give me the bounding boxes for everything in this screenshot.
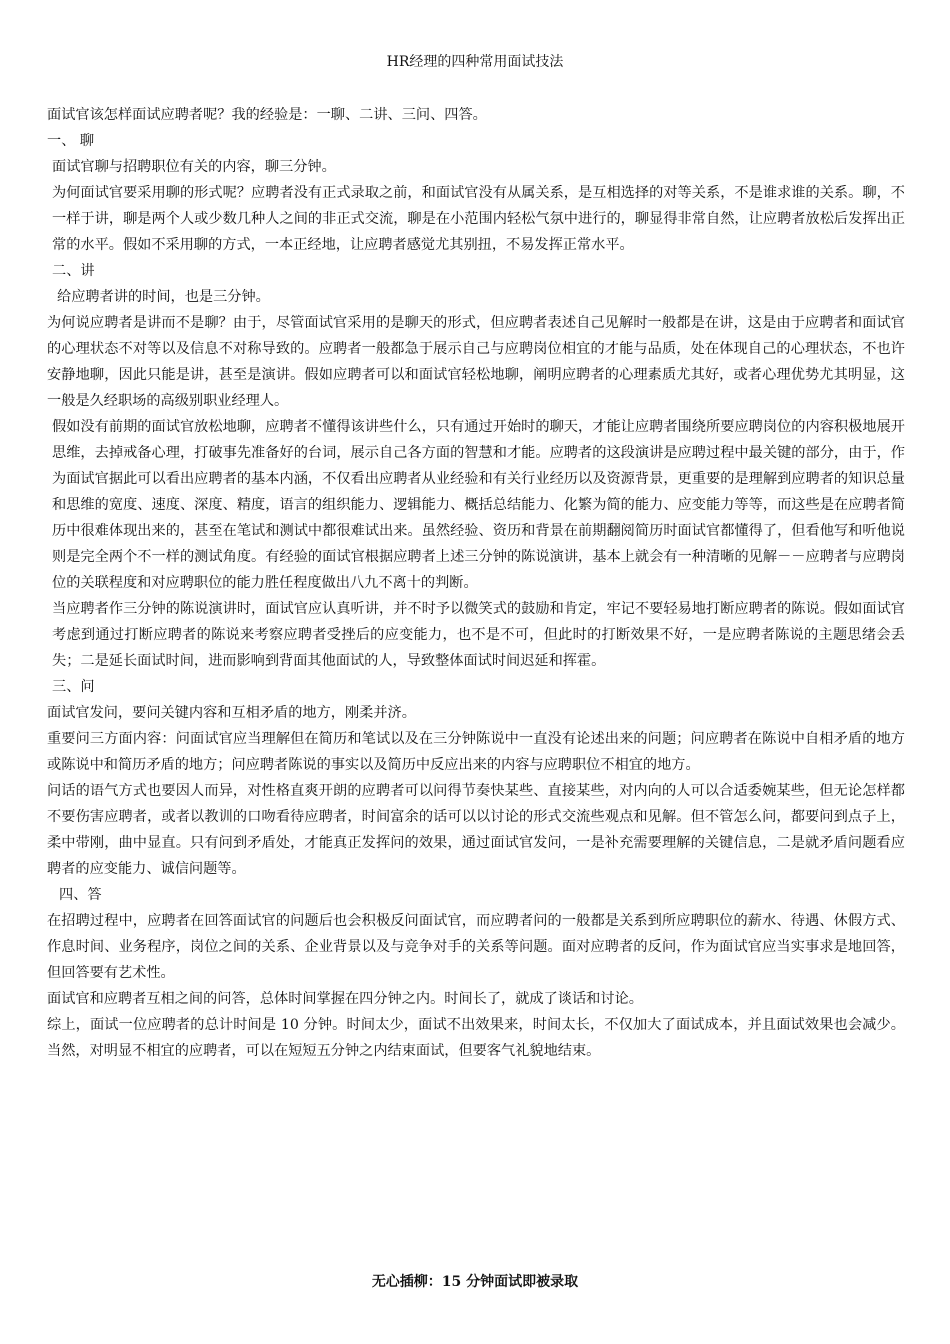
ask-summary-paragraph: 面试官发问，要问关键内容和互相矛盾的地方，刚柔并济。 — [47, 705, 416, 721]
section-heading-ask: 三、问 — [52, 679, 95, 695]
section-heading-chat: 一、 聊 — [47, 133, 95, 149]
answer-time-paragraph: 面试官和应聘者互相之间的问答，总体时间掌握在四分钟之内。时间长了，就成了谈话和讨论。 — [47, 991, 643, 1007]
section-heading-answer: 四、答 — [59, 887, 102, 903]
document-body — [47, 102, 905, 1064]
ask-content-paragraph: 重要问三方面内容：问面试官应当理解但在简历和笔试以及在三分钟陈说中一直没有论述出来的问题；问应聘者在陈说中自相矛盾的地方或陈说中和简历矛盾的地方；问应聘者陈说的事实以及简历中反应出来的内容与应聘职位不相宜的地方。 — [47, 731, 905, 773]
speak-listening-paragraph: 当应聘者作三分钟的陈说演讲时，面试官应认真听讲，并不时予以微笑式的鼓励和肯定，牢记不要轻易地打断应聘者的陈说。假如面试官考虑到通过打断应聘者的陈说来考察应聘者受挫后的应变能力，也不是不可，但此时的打断效果不好，一是应聘者陈说的主题思绪会丢失；二是延长面试时间，进而影响到背面其他面试的人，导致整体面试时间迟延和挥霍。 — [52, 601, 905, 669]
footer-title: 无心插柳：15 分钟面试即被录取 — [371, 1274, 579, 1290]
speak-summary-paragraph: 给应聘者讲的时间，也是三分钟。 — [57, 289, 270, 305]
speak-explanation-paragraph: 为何说应聘者是讲而不是聊？由于，尽管面试官采用的是聊天的形式，但应聘者表述自己见解时一般都是在讲，这是由于应聘者和面试官的心理状态不对等以及信息不对称导致的。应聘者一般都急于展示自己与应聘岗位相宜的才能与品质，处在体现自己的心理状态，不也许安静地聊，因此只能是讲，甚至是演讲。假如应聘者可以和面试官轻松地聊，阐明应聘者的心理素质尤其好，或者心理优势尤其明显，这一般是久经职场的高级别职业经理人。 — [47, 315, 905, 409]
answer-explanation-paragraph: 在招聘过程中，应聘者在回答面试官的问题后也会积极反问面试官，而应聘者问的一般都是关系到所应聘职位的薪水、待遇、休假方式、作息时间、业务程序，岗位之间的关系、企业背景以及与竞争对手的关系等问题。面对应聘者的反问，作为面试官应当实事求是地回答，但回答要有艺术性。 — [47, 913, 905, 981]
speak-detail-paragraph: 假如没有前期的面试官放松地聊，应聘者不懂得该讲些什么，只有通过开始时的聊天，才能让应聘者围绕所要应聘岗位的内容积极地展开思维，去掉戒备心理，打破事先准备好的台词，展示自己各方面的智慧和才能。应聘者的这段演讲是应聘过程中最关键的部分，由于，作为面试官据此可以看出应聘者的基本内涵，不仅看出应聘者从业经验和有关行业经历以及资源背景，更重要的是理解到应聘者的知识总量和思维的宽度、速度、深度、精度，语言的组织能力、逻辑能力、概括总结能力、化繁为简的能力、应变能力等等，而这些是在应聘者简历中很难体现出来的，甚至在笔试和测试中都很难试出来。虽然经验、资历和背景在前期翻阅简历时面试官都懂得了，但看他写和听他说则是完全两个不一样的测试角度。有经验的面试官根据应聘者上述三分钟的陈说演讲，基本上就会有一种清晰的见解－－应聘者与应聘岗位的关联程度和对应聘职位的能力胜任程度做出八九不离十的判断。 — [52, 419, 905, 591]
chat-summary-paragraph: 面试官聊与招聘职位有关的内容，聊三分钟。 — [52, 159, 336, 175]
document-title: HR经理的四种常用面试技法 — [386, 54, 564, 70]
chat-explanation-paragraph: 为何面试官要采用聊的形式呢？应聘者没有正式录取之前，和面试官没有从属关系，是互相选择的对等关系，不是谁求谁的关系。聊，不一样于讲，聊是两个人或少数几种人之间的非正式交流，聊是在小范围内轻松气氛中进行的，聊显得非常自然，让应聘者放松后发挥出正常的水平。假如不采用聊的方式，一本正经地，让应聘者感觉尤其别扭，不易发挥正常水平。 — [52, 185, 905, 253]
ask-tone-paragraph: 问话的语气方式也要因人而异，对性格直爽开朗的应聘者可以问得节奏快某些、直接某些，对内向的人可以合适委婉某些，但无论怎样都不要伤害应聘者，或者以教训的口吻看待应聘者，时间富余的话可以以讨论的形式交流些观点和见解。但不管怎么问，都要问到点子上，柔中带刚，曲中显直。只有问到矛盾处，才能真正发挥问的效果，通过面试官发问，一是补充需要理解的关键信息，二是就矛盾问题看应聘者的应变能力、诚信问题等。 — [47, 783, 905, 877]
conclusion-paragraph: 综上，面试一位应聘者的总计时间是 10 分钟。时间太少，面试不出效果来，时间太长，不仅加大了面试成本，并且面试效果也会减少。当然，对明显不相宜的应聘者，可以在短短五分钟之内结束面试，但要客气礼貌地结束。 — [47, 1017, 905, 1059]
intro-paragraph: 面试官该怎样面试应聘者呢？我的经验是：一聊、二讲、三问、四答。 — [47, 107, 487, 123]
section-heading-speak: 二、讲 — [52, 263, 95, 279]
